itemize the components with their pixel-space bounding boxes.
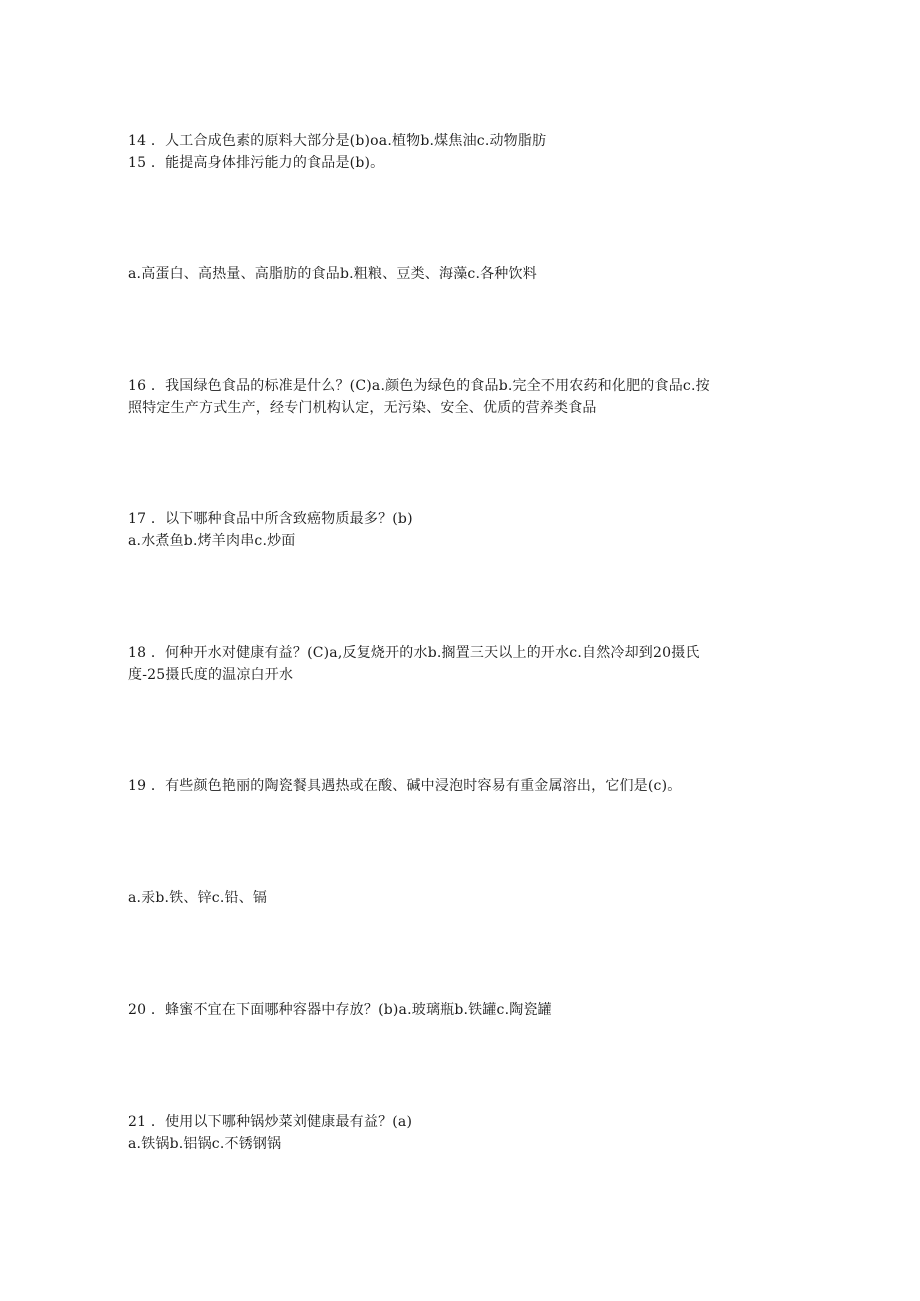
question-18-continued: 度-25摄氏度的温凉白开水	[128, 667, 294, 683]
question-19-options: a.汞b.铁、锌c.铅、镉	[128, 890, 268, 906]
question-15-options: a.高蛋白、高热量、高脂肪的食品b.粗粮、豆类、海藻c.各种饮料	[128, 266, 537, 282]
question-16: 16 ．我国绿色食品的标准是什么？(C)a.颜色为绿色的食品b.完全不用农药和化肥的食品c.按	[128, 378, 710, 394]
question-21: 21 ．使用以下哪种锅炒菜刘健康最有益？(a)	[128, 1114, 413, 1130]
question-14: 14 ．人工合成色素的原料大部分是(b)oa.植物b.煤焦油c.动物脂肪	[128, 133, 547, 149]
question-21-options: a.铁锅b.铝锅c.不锈钢锅	[128, 1136, 282, 1152]
question-19: 19 ．有些颜色艳丽的陶瓷餐具遇热或在酸、碱中浸泡时容易有重金属溶出，它们是(c)。	[128, 778, 682, 794]
question-17-options: a.水煮鱼b.烤羊肉串c.炒面	[128, 533, 296, 549]
question-16-continued: 照特定生产方式生产，经专门机构认定，无污染、安全、优质的营养类食品	[128, 400, 597, 416]
question-18: 18 ．何种开水对健康有益？(C)a,反复烧开的水b.搁置三天以上的开水c.自然冷却到20摄氏	[128, 645, 700, 661]
question-15: 15 ．能提高身体排污能力的食品是(b)。	[128, 155, 385, 171]
question-17: 17 ．以下哪种食品中所含致癌物质最多？(b)	[128, 511, 413, 527]
question-20: 20 ．蜂蜜不宜在下面哪种容器中存放？(b)a.玻璃瓶b.铁罐c.陶瓷罐	[128, 1002, 552, 1018]
